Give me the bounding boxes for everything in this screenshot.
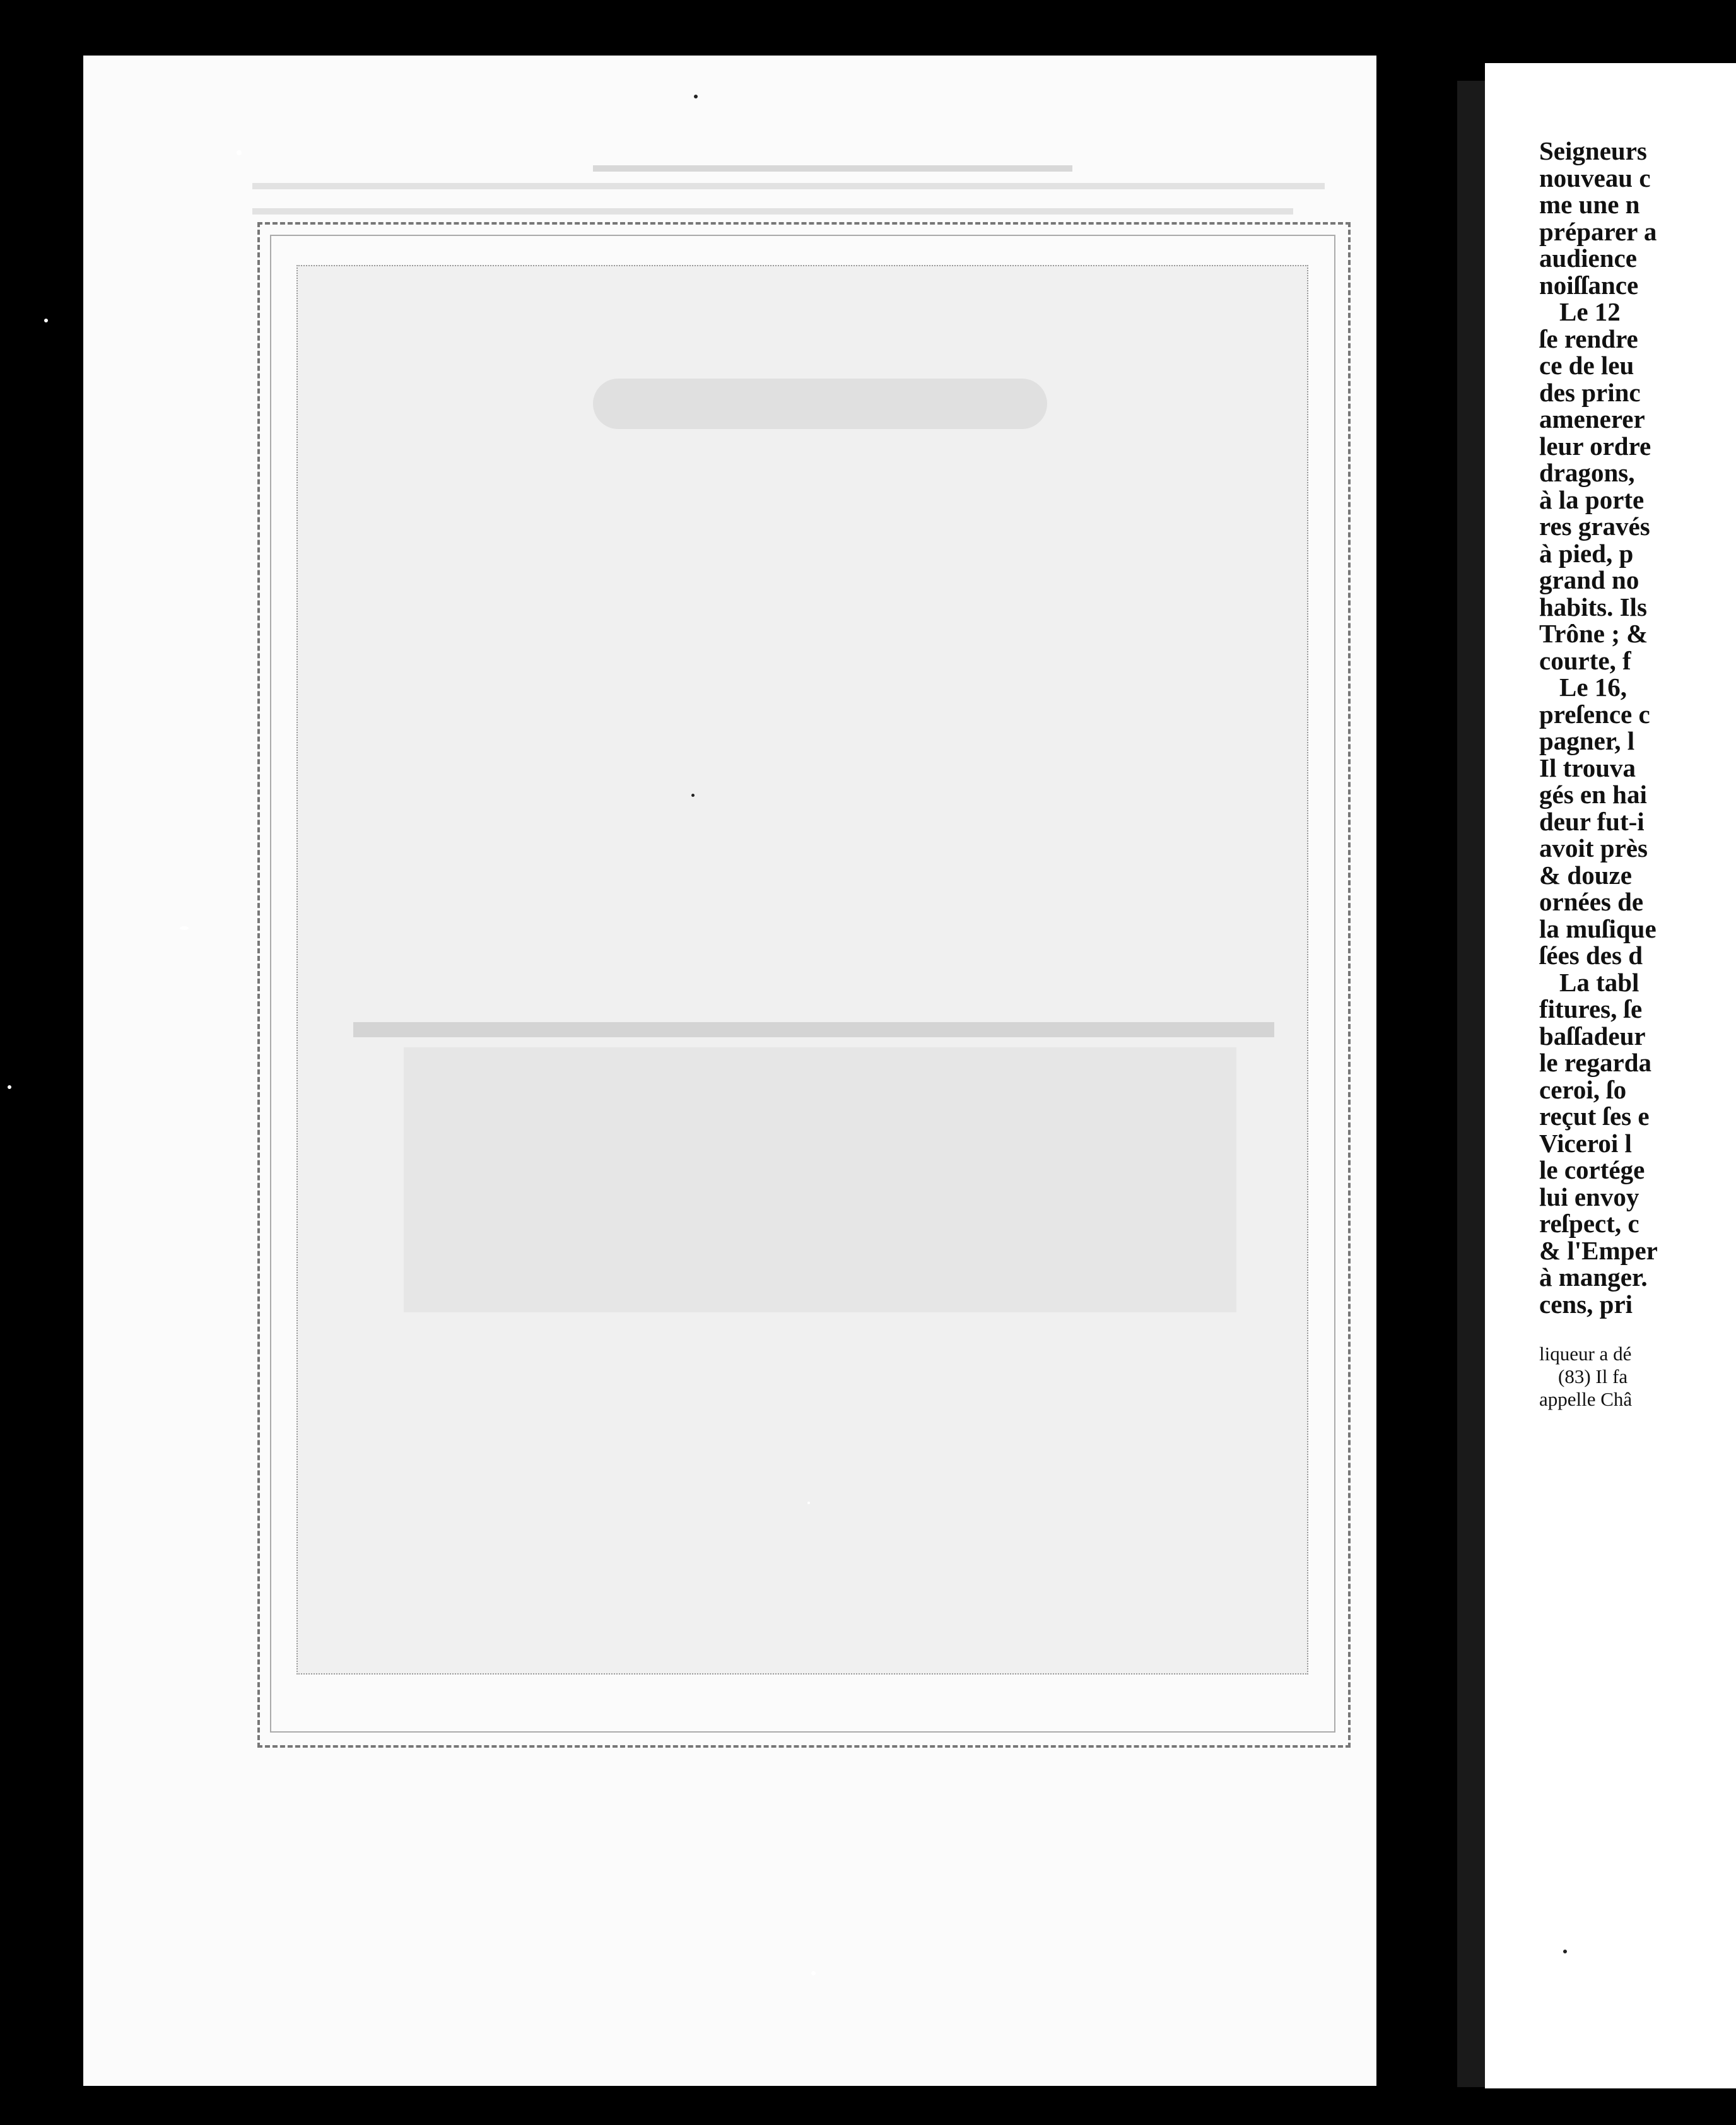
text-line: ornées de (1539, 887, 1644, 916)
text-line: res gravés (1539, 512, 1650, 541)
text-line: gés en hai (1539, 780, 1647, 809)
text-line: ce de leu (1539, 351, 1634, 380)
text-line: Trône ; & (1539, 619, 1648, 648)
right-page-text-column (1539, 138, 1736, 1317)
text-line: le cortége (1539, 1155, 1645, 1184)
text-line: ſe rendre (1539, 324, 1638, 353)
text-line: dragons, (1539, 458, 1635, 487)
scan-speck (1563, 1950, 1567, 1953)
text-line: Viceroi l (1539, 1128, 1632, 1158)
engraved-plate-image (296, 265, 1308, 1675)
text-line: des princ (1539, 377, 1641, 407)
text-line: cens, pri (1539, 1289, 1633, 1319)
text-line: Le 12 (1559, 297, 1621, 326)
text-line: fitures, ſe (1539, 994, 1643, 1023)
footnote-line: (83) Il fa (1558, 1365, 1628, 1387)
text-line: deur fut-i (1539, 806, 1645, 836)
text-line: & douze (1539, 860, 1632, 890)
scan-speck (691, 794, 695, 797)
text-line: leur ordre (1539, 431, 1651, 461)
text-line: & l'Emper (1539, 1235, 1658, 1265)
scan-speck (8, 1085, 11, 1089)
text-line: à pied, p (1539, 538, 1634, 568)
text-line: noiſſance (1539, 270, 1639, 300)
scan-speck (44, 319, 48, 322)
text-line: reſpect, c (1539, 1209, 1639, 1238)
text-line: baſſadeur (1539, 1021, 1646, 1051)
scan-speck (237, 150, 242, 155)
text-line: nouveau c (1539, 163, 1651, 192)
scan-speck (807, 1502, 810, 1504)
scan-speck (694, 95, 698, 98)
text-line: preſence c (1539, 699, 1650, 729)
text-line: le regarda (1539, 1048, 1651, 1077)
text-line: la muſique (1539, 914, 1657, 943)
text-line: Seigneurs (1539, 136, 1647, 165)
text-line: habits. Ils (1539, 592, 1647, 621)
text-line: à la porte (1539, 485, 1645, 514)
text-line: La tabl (1559, 967, 1639, 997)
text-line: ſées des d (1539, 941, 1643, 970)
text-line: Le 16, (1559, 673, 1628, 702)
footnote-line: liqueur a dé (1539, 1343, 1632, 1365)
plate-canopy (593, 379, 1047, 429)
footnote-line: appelle Châ (1539, 1388, 1633, 1410)
text-line: grand no (1539, 565, 1639, 594)
text-line: courte, f (1539, 645, 1631, 675)
show-through-header (593, 165, 1072, 172)
show-through-text (252, 183, 1325, 189)
scan-speck (811, 1971, 816, 1975)
text-line: amenerer (1539, 404, 1645, 433)
text-line: me une n (1539, 190, 1640, 219)
scan-speck (180, 926, 189, 930)
book-gutter (1457, 81, 1485, 2087)
text-line: préparer a (1539, 216, 1657, 246)
text-line: avoit près (1539, 833, 1648, 862)
text-line: reçut ſes e (1539, 1102, 1650, 1131)
text-line: ceroi, ſo (1539, 1074, 1627, 1104)
text-line: pagner, l (1539, 726, 1635, 755)
text-line: Il trouva (1539, 753, 1636, 782)
text-line: audience (1539, 244, 1637, 273)
text-line: lui envoy (1539, 1182, 1639, 1211)
plate-table-body (404, 1047, 1236, 1312)
text-line: à manger. (1539, 1263, 1648, 1292)
plate-table-top (353, 1022, 1274, 1037)
show-through-text (252, 208, 1293, 215)
